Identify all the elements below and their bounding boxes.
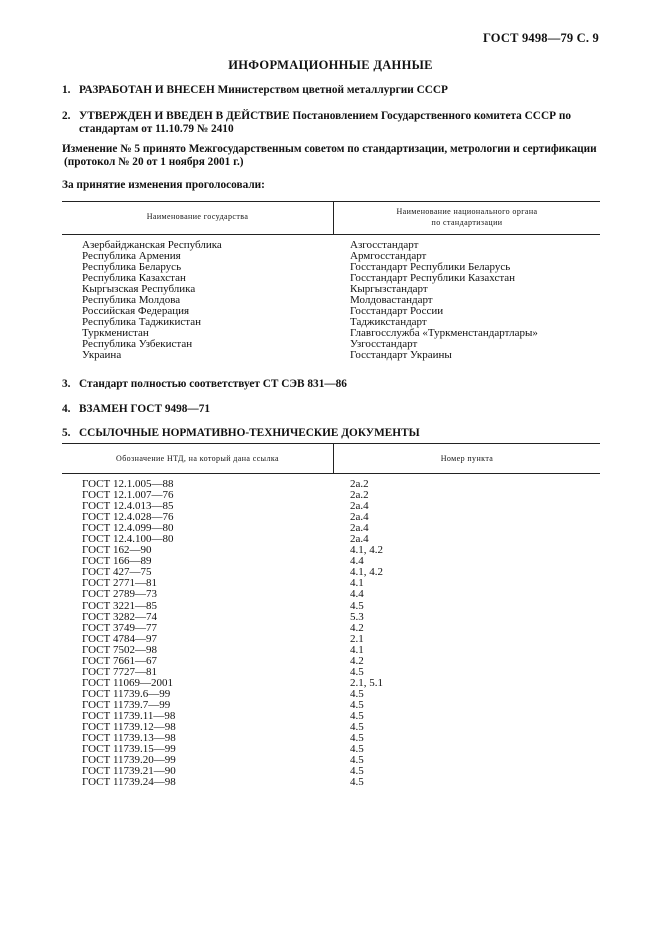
country-cell: Азербайджанская Республика — [82, 239, 222, 251]
clause-cell: 2.1 — [350, 632, 364, 645]
clause-cell: 4.4 — [350, 555, 364, 568]
document-cell: ГОСТ 2789—73 — [82, 588, 157, 601]
clause-cell: 4.4 — [350, 588, 364, 601]
document-cell: ГОСТ 11739.6—99 — [82, 687, 171, 700]
document-cell: ГОСТ 4784—97 — [82, 632, 157, 645]
clause-cell: 4.1, 4.2 — [350, 544, 383, 557]
document-cell: ГОСТ 7502—98 — [82, 643, 157, 656]
docs-clause-column — [350, 479, 383, 788]
clause-cell: 4.5 — [350, 732, 364, 745]
clause-cell: 4.5 — [350, 709, 364, 722]
standards-body-cell: Госстандарт Украины — [350, 349, 452, 362]
item-number: 2. — [62, 110, 71, 122]
document-cell: ГОСТ 3749—77 — [82, 621, 157, 634]
clause-cell: 4.5 — [350, 754, 364, 767]
clause-cell: 4.5 — [350, 743, 364, 756]
document-cell: ГОСТ 11739.12—98 — [82, 721, 176, 734]
states-header-body-line: по стандартизации — [431, 218, 503, 227]
item-text: ВЗАМЕН ГОСТ 9498—71 — [79, 403, 211, 415]
table-row — [82, 350, 222, 361]
clause-cell: 4.2 — [350, 621, 364, 634]
document-cell: ГОСТ 3282—74 — [82, 610, 157, 623]
country-cell: Кыргызская Республика — [82, 283, 196, 296]
country-cell: Украина — [82, 349, 122, 362]
docs-header-clause: Номер пункта — [440, 454, 494, 463]
document-cell: ГОСТ 12.1.007—76 — [82, 489, 174, 502]
voted-label: За принятие изменения проголосовали: — [62, 179, 265, 191]
country-cell: Республика Таджикистан — [82, 316, 201, 329]
clause-cell: 4.5 — [350, 721, 364, 734]
clause-cell: 2а.4 — [350, 533, 369, 546]
states-body-column — [350, 240, 538, 362]
page-header: ГОСТ 9498—79 С. 9 — [482, 31, 599, 45]
states-header-country: Наименование государства — [146, 212, 249, 221]
clause-cell: 2а.4 — [350, 511, 369, 524]
table-row — [350, 777, 383, 788]
item-text-continued: стандартам от 11.10.79 № 2410 — [79, 123, 234, 135]
clause-cell: 2а.2 — [350, 489, 369, 502]
docs-table-top-rule — [62, 443, 600, 444]
clause-cell: 4.1 — [350, 577, 364, 590]
document-cell: ГОСТ 11739.20—99 — [82, 754, 176, 767]
standards-body-cell: Госстандарт России — [350, 305, 444, 318]
item-number: 5. — [62, 427, 71, 439]
country-cell: Туркменистан — [82, 327, 149, 340]
document-cell: ГОСТ 12.4.013—85 — [82, 500, 174, 513]
docs-designation-column — [82, 479, 176, 788]
item-2 — [62, 110, 604, 136]
document-cell: ГОСТ 11739.21—90 — [82, 765, 176, 778]
section-title: ИНФОРМАЦИОННЫЕ ДАННЫЕ — [228, 58, 433, 72]
docs-table-header-rule — [62, 473, 600, 474]
clause-cell: 4.1 — [350, 643, 364, 656]
document-cell: ГОСТ 12.4.028—76 — [82, 511, 174, 524]
item-number: 1. — [62, 84, 71, 96]
item-text: УТВЕРЖДЕН И ВВЕДЕН В ДЕЙСТВИЕ Постановлением Государственного комитета СССР по — [79, 110, 571, 122]
docs-header-doc: Обозначение НТД, на который дана ссылка — [116, 454, 279, 463]
clause-cell: 4.5 — [350, 599, 364, 612]
document-cell: ГОСТ 11739.11—98 — [82, 709, 176, 722]
states-table-header-rule — [62, 234, 600, 235]
change-note-line: Изменение № 5 принято Межгосударственным советом по стандартизации, метрологии и сертификации — [62, 143, 597, 155]
document-cell: ГОСТ 12.4.100—80 — [82, 533, 174, 546]
item-1 — [62, 84, 604, 97]
standards-body-cell: Госстандарт Республики Беларусь — [350, 261, 511, 274]
clause-cell: 2а.4 — [350, 500, 369, 513]
item-4 — [62, 403, 604, 416]
table-row — [350, 350, 538, 361]
clause-cell: 4.5 — [350, 776, 364, 789]
item-5 — [62, 427, 604, 440]
country-cell: Республика Армения — [82, 250, 181, 263]
clause-cell: 2а.4 — [350, 522, 369, 535]
change-note-line: (протокол № 20 от 1 ноября 2001 г.) — [64, 156, 244, 168]
states-table-top-rule — [62, 201, 600, 202]
states-header-body-line: Наименование национального органа — [396, 207, 538, 216]
standards-body-cell: Таджикстандарт — [350, 316, 427, 329]
country-cell: Российская Федерация — [82, 305, 190, 318]
document-cell: ГОСТ 162—90 — [82, 544, 152, 557]
clause-cell: 5.3 — [350, 610, 364, 623]
standards-body-cell: Молдовастандарт — [350, 294, 433, 307]
document-cell: ГОСТ 7727—81 — [82, 665, 157, 678]
clause-cell: 4.5 — [350, 765, 364, 778]
document-cell: ГОСТ 166—89 — [82, 555, 152, 568]
item-text: ССЫЛОЧНЫЕ НОРМАТИВНО-ТЕХНИЧЕСКИЕ ДОКУМЕНТЫ — [79, 427, 420, 439]
document-cell: ГОСТ 11739.24—98 — [82, 776, 176, 789]
item-text: Стандарт полностью соответствует СТ СЭВ 831—86 — [79, 378, 347, 390]
document-cell: ГОСТ 11739.15—99 — [82, 743, 176, 756]
clause-cell: 4.2 — [350, 654, 364, 667]
document-cell: ГОСТ 12.4.099—80 — [82, 522, 174, 535]
standards-body-cell: Азгосстандарт — [350, 239, 419, 251]
standards-body-cell: Армгосстандарт — [350, 250, 427, 263]
table-row — [82, 777, 176, 788]
item-number: 3. — [62, 378, 71, 390]
item-number: 4. — [62, 403, 71, 415]
item-3 — [62, 378, 604, 391]
standards-body-cell: Главгосслужба «Туркменстандартлары» — [350, 327, 538, 340]
standards-body-cell: Узгосстандарт — [350, 338, 418, 351]
clause-cell: 4.5 — [350, 698, 364, 711]
document-cell: ГОСТ 427—75 — [82, 566, 152, 579]
document-cell: ГОСТ 3221—85 — [82, 599, 157, 612]
clause-cell: 2а.2 — [350, 478, 369, 490]
states-header-body — [334, 206, 600, 228]
document-cell: ГОСТ 11739.13—98 — [82, 732, 176, 745]
clause-cell: 4.5 — [350, 687, 364, 700]
standards-body-cell: Кыргызстандарт — [350, 283, 428, 296]
item-text: РАЗРАБОТАН И ВНЕСЕН Министерством цветной металлургии СССР — [79, 84, 448, 96]
change-note — [62, 143, 607, 169]
clause-cell: 4.5 — [350, 665, 364, 678]
standards-body-cell: Госстандарт Республики Казахстан — [350, 272, 516, 285]
country-cell: Республика Казахстан — [82, 272, 186, 285]
country-cell: Республика Молдова — [82, 294, 181, 307]
country-cell: Республика Беларусь — [82, 261, 182, 274]
document-cell: ГОСТ 12.1.005—88 — [82, 478, 174, 490]
document-cell: ГОСТ 11069—2001 — [82, 676, 174, 689]
document-cell: ГОСТ 11739.7—99 — [82, 698, 171, 711]
states-country-column — [82, 240, 222, 362]
clause-cell: 2.1, 5.1 — [350, 676, 383, 689]
document-cell: ГОСТ 2771—81 — [82, 577, 157, 590]
clause-cell: 4.1, 4.2 — [350, 566, 383, 579]
document-cell: ГОСТ 7661—67 — [82, 654, 157, 667]
country-cell: Республика Узбекистан — [82, 338, 193, 351]
